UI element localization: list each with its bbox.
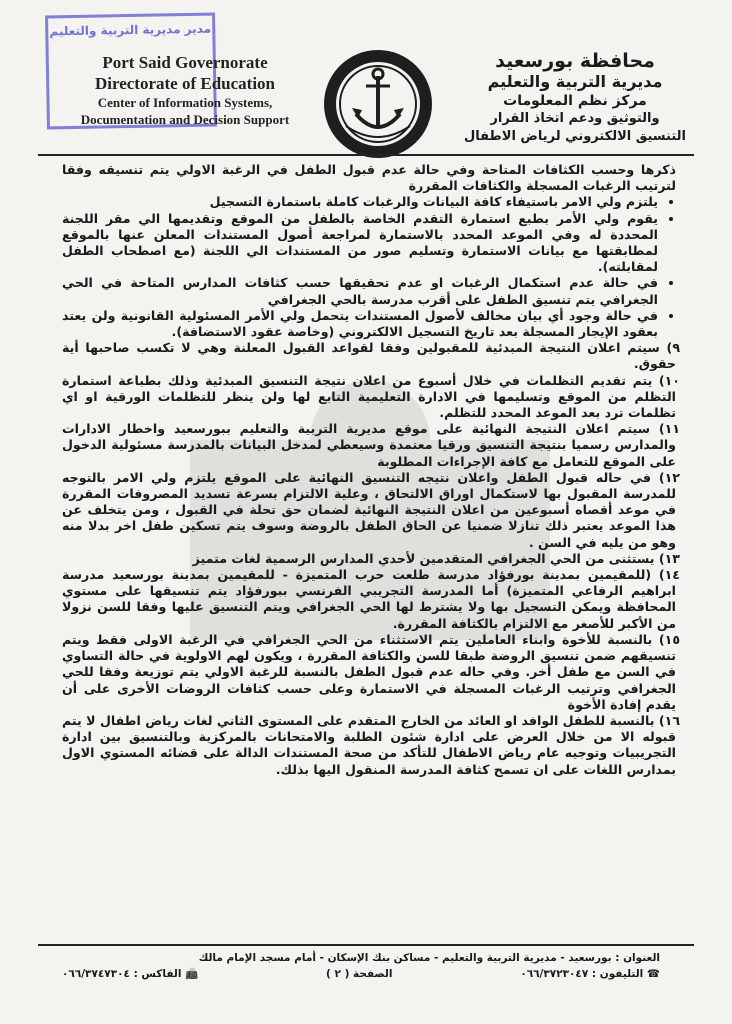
item-number: ١٦) [658,712,681,728]
stamp-text: مدير مديرية التربية والتعليم [49,21,212,39]
address-value: بورسعيد - مديرية التربية والتعليم - مساكن بنك الإسكان - أمام مسجد الإمام مالك [198,952,612,964]
item-number: ٩) [666,340,680,356]
header-en-directorate: Directorate of Education [94,74,276,93]
item-text: يستثنى من الحي الجغرافي المتقدمين لأحدي المدارس الرسمية لغات متميز [192,550,655,566]
numbered-item [62,550,680,567]
item-text: في حاله قبول الطفل واعلان نتيجه التنسيق النهائية على الموقع يلتزم ولي الامر بالتوجه للمدرسة المقبول بها لاستكمال اوراق الالتحاق ، وعلية الالتزام بسرعة تسديد المصروفات المقررة في موعد أقصاه أسبوعين من اعلان النتيجة النهائية لضمان حق تحلة في القبول ، ومن يتخلف عن هذا الموعد يعتبر ذلك تنازلا ضمنيا عن الحاق الطفل بالروضة وسوف يتم تسكين طفل اخر بدلا منه وهو من يليه في السن . [62,469,676,550]
phone-icon: ☎ [646,968,660,980]
header-english [40,52,330,128]
item-number: ١١) [658,421,680,437]
requirement-item: • يلتزم ولي الامر باستيفاء كافة البيانات والرغبات كاملة باستمارة التسجيل [62,194,658,210]
header-ar-center: مركز نظم المعلومات [503,93,647,109]
requirement-item: • يقوم ولي الأمر بطبع استمارة التقدم الخاصة بالطفل من الموقع وتقديمها الي مقر اللجنة المحددة له وفي الموعد المحدد بالاستمارة لمراجعة أصول المستندات المعلن عنها بالموقع لمطابقتها مع بيانات الاستمارة وتسليم صور من المستندات الي اللجنة (مع اصطحاب الطفل لمقابلته). [62,211,658,276]
header-en-center: Center of Information Systems, [97,95,273,110]
item-text: سيتم اعلان النتيجة المبدئية للمقبولين وفقا لقواعد القبول المعلنة وهي لا تكسب صاحبها أية حقوق. [62,340,676,372]
intro-paragraph: ذكرها وحسب الكثافات المتاحة وفي حالة عدم قبول الطفل في الرغبة الاولي يتم تنسيقه وفقا لترتيب الرغبات المسجلة والكثافات المقررة [62,162,676,194]
footer-divider [38,944,694,946]
footer-fax [62,966,198,982]
footer-address-row [62,950,660,966]
fax-label: الفاكس : [133,968,182,980]
item-text: (للمقيمين بمدينة بورفؤاد مدرسة طلعت حرب المتميزة - للمقيمين بمدينة بورسعيد مدرسة ابراهيم الرفاعي المتميزة) أما المدرسة التجريبي الفرنسي ببورفؤاد يتم تنسيقها على مستوي المحافظة ويمكن التسجيل بها ولا يشترط لها الحي الجغرافي ويتم التنسيق عليها وفقا للسن نزولا من الأكبر للأصغر مع الالتزام بالكثافة المقررة. [62,567,676,631]
header-ar-governorate: محافظة بورسعيد [495,50,655,72]
item-number: ١٢) [658,469,680,485]
item-text: بالنسبة للأخوة وابناء العاملين يتم الاستثناء من الحي الجغرافي في الرغبة الاولى فقط ويتم تنسيقهم ضمن تنسيق الروضة طبقا للسن والكثافة المقررة ، ويكون لهم الاولوية في حالة التساوي في السن مع طفل أخر. وفي حاله عدم قبول الطفل بالنسبة للرغبة الاولي يتم توزيعة وفقا للحي الجغرافي وترتيب الرغبات المسجلة في الاستمارة وعلى حسب كثافات الروضات الأخرى على أن يقدم إفادة الأخوة [62,631,676,712]
footer [62,950,660,982]
header-en-governorate: Port Said Governorate [102,53,268,72]
header-divider [38,154,694,156]
phone-value: ٠٦٦/٣٧٢٣٠٤٧ [520,968,589,980]
footer-phone [520,966,660,982]
phone-label: التليفون : [591,968,644,980]
requirement-item: • في حالة وجود أي بيان مخالف لأصول المستندات يتحمل ولي الأمر المسئولية القانونية ولن يعتد بعقود الإيجار المسجلة بعد تاريخ التسجيل الالكتروني (وخاصة عقود الاستضافة). [62,308,658,340]
item-number: ١٥) [658,631,681,647]
item-text: يتم تقديم التظلمات في خلال أسبوع من اعلان نتيجة التنسيق المبدئية وذلك بطباعة استمارة التظلم من الموقع وتسليمها في الادارة التعليمية التابع لها ولن ينظر للتظلمات الورقية او اي تظلمات ترد بعد الموعد المحدد للتظلم. [62,372,676,421]
item-text: بالنسبة للطفل الوافد او العائد من الخارج المتقدم على المستوى الثاني لغات رياض اطفال لا يتم قبوله الا من خلال العرض على ادارة شئون الطلبة والامتحانات بالمركزية وبالتنسيق بين ادارة التجريبيات وتوجيه عام رياض الاطفال للتأكد من صحة المستندات الدالة على قضائه المستوي الاول بمدارس اللغات على ان تسمح كثافة المدرسة المنقول اليها بذلك. [62,712,676,777]
header-en-documentation: Documentation and Decision Support [80,112,290,127]
numbered-item [62,567,680,632]
numbered-item [62,340,680,372]
requirement-item: • في حالة عدم استكمال الرغبات او عدم تحقيقها حسب كثافات المدارس المتاحة في الحي الجغرافي يتم تنسيق الطفل على أقرب مدرسة بالحي الجغرافي [62,275,658,307]
header-ar-coordination: التنسيق الالكتروني لرياض الاطفال [464,129,686,144]
numbered-item [62,631,681,713]
item-number: ١٣) [658,550,680,566]
numbered-item [62,372,680,422]
fax-value: ٠٦٦/٣٧٤٧٣٠٤ [62,968,130,980]
header-ar-documentation: والتوثيق ودعم اتخاذ القرار [490,111,660,126]
address-label: العنوان : [615,952,660,964]
education-logo-icon [322,48,434,160]
numbered-item [62,469,680,551]
footer-address [199,950,660,966]
item-number: ١٠) [658,372,680,388]
header-arabic [440,50,710,145]
numbered-item [62,421,680,470]
footer-contact-row [62,966,660,982]
fax-icon: 📠 [185,968,199,980]
requirements-list [62,194,676,340]
item-number: ١٤) [658,567,680,583]
numbered-item [62,712,681,778]
header-ar-directorate: مديرية التربية والتعليم [487,72,663,91]
page-number: الصفحة ( ٢ ) [326,968,393,980]
document-body [62,162,681,778]
item-text: سيتم اعلان النتيجة النهائية على موقع مديرية التربية والتعليم ببورسعيد واخطار الادارات والمدارس رسميا بنتيجة التنسيق ورقيا معتمدة وسيعطي لمدخل البيانات بالمدرسة مسئولية الدخول على الموقع للتعامل مع كافة الإجراءات المطلوبة [62,421,676,469]
